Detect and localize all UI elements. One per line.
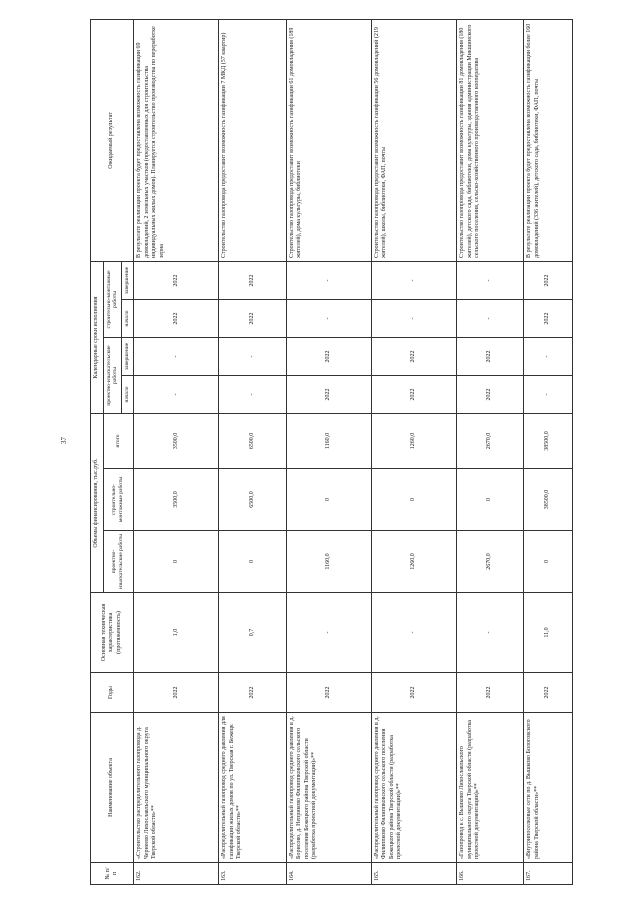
- row-num: 164.: [286, 863, 371, 885]
- row-fin-design: 2670,0: [457, 531, 524, 593]
- row-construct-start: 2022: [134, 299, 219, 337]
- row-year: 2022: [219, 673, 286, 713]
- row-result: В результате реализации проекта будет предоставлена возможность газификации 69 домовладений, 2 земельных участков (предоставленных для строительства индивидуальных жилых домов). Планируется строительство производства по переработке зерна: [134, 19, 219, 261]
- row-fin-total: 1260,0: [371, 413, 456, 468]
- header-fin-construct: строительно-монтажные работы: [103, 469, 134, 531]
- row-tech: -: [286, 593, 371, 673]
- row-tech: -: [371, 593, 456, 673]
- row-design-start: 2022: [371, 375, 456, 413]
- row-fin-total: 2670,0: [457, 413, 524, 468]
- row-year: 2022: [524, 673, 573, 713]
- row-fin-design: 1160,0: [286, 531, 371, 593]
- row-year: 2022: [286, 673, 371, 713]
- header-construct-end: завершение: [122, 261, 134, 299]
- header-finance: Объемы финансирования, тыс.руб.: [91, 413, 104, 592]
- table-row: [286, 19, 371, 884]
- row-name: «Газопровод к с. Вышково Лихославльского муниципального округа Тверской области (разработка проектной документации)»**: [457, 713, 524, 863]
- row-name: «Внутрипоселковые сети по д. Вышково Бологовского района Тверской области»**: [524, 713, 573, 863]
- row-year: 2022: [457, 673, 524, 713]
- header-cal-design: проектно-изыскательские работы: [103, 337, 122, 413]
- row-construct-end: 2022: [219, 261, 286, 299]
- row-design-end: 2022: [457, 337, 524, 375]
- header-cal-construct: строительно-монтажные работы: [103, 261, 122, 337]
- row-construct-start: -: [457, 299, 524, 337]
- header-fin-design: проектно-изыскательские работы: [103, 531, 134, 593]
- row-fin-construct: 6500,0: [219, 469, 286, 531]
- objects-table: [90, 19, 573, 885]
- row-fin-construct: 0: [457, 469, 524, 531]
- row-design-end: -: [134, 337, 219, 375]
- row-result: Строительство газопровода предоставит возможность газификации 56 домовладений (219 жителей), школы, библиотеки, ФАП, почты: [371, 19, 456, 261]
- row-name: «Распределительный газопровод среднего давления в д. Борисово, д. Неприково Филиппковского сельского поселения Бежецкого района Тверской области (разработка проектной документации)»**: [286, 713, 371, 863]
- row-name: «Распределительный газопровод среднего давления в д. Филиппково Филиппковского сельского поселения Бежецкого района Тверской области (разработка проектной документации)»**: [371, 713, 456, 863]
- row-tech: 1,0: [134, 593, 219, 673]
- row-num: 163.: [219, 863, 286, 885]
- row-fin-total: 3500,0: [134, 413, 219, 468]
- header-calendar: Календарные сроки исполнения: [91, 261, 104, 413]
- row-fin-design: 1260,0: [371, 531, 456, 593]
- row-design-end: -: [219, 337, 286, 375]
- row-fin-total: 6500,0: [219, 413, 286, 468]
- row-num: 162.: [134, 863, 219, 885]
- row-design-start: 2022: [286, 375, 371, 413]
- row-fin-design: 0: [524, 531, 573, 593]
- header-design-end: завершение: [122, 337, 134, 375]
- header-years: Годы: [91, 673, 134, 713]
- row-name: «Распределительный газопровод среднего давления для газификации жилых домов по ул. Тверская г. Бежецк Тверской области»**: [219, 713, 286, 863]
- row-fin-construct: 38500,0: [524, 469, 573, 531]
- header-design-start: начало: [122, 375, 134, 413]
- row-construct-start: -: [371, 299, 456, 337]
- header-name: Наименование объекта: [91, 713, 134, 863]
- header-fin-total: итого: [103, 413, 134, 468]
- row-tech: -: [457, 593, 524, 673]
- row-design-start: 2022: [457, 375, 524, 413]
- row-name: «Строительство распределительного газопровода д. Чернеево Лихославльского муниципального округа Тверской области»**: [134, 713, 219, 863]
- row-construct-start: 2022: [524, 299, 573, 337]
- row-construct-end: 2022: [524, 261, 573, 299]
- header-construct-start: начало: [122, 299, 134, 337]
- row-construct-end: -: [457, 261, 524, 299]
- row-tech: 0,7: [219, 593, 286, 673]
- row-fin-design: 0: [134, 531, 219, 593]
- row-num: 165.: [371, 863, 456, 885]
- row-fin-design: 0: [219, 531, 286, 593]
- row-num: 167.: [524, 863, 573, 885]
- row-design-start: -: [219, 375, 286, 413]
- row-num: 166.: [457, 863, 524, 885]
- row-design-end: 2022: [371, 337, 456, 375]
- row-result: Строительство газопровода предоставит возможность газификации 81 домовладения (180 жителей), детского сада, библиотеки, дома культуры, здания администрации Микшинского сельского поселения, сельско-хозяйственного производственного кооператива: [457, 19, 524, 261]
- table-row: [457, 19, 524, 884]
- row-design-start: -: [524, 375, 573, 413]
- header-num: № п/п: [91, 863, 134, 885]
- row-construct-end: -: [286, 261, 371, 299]
- row-construct-start: -: [286, 299, 371, 337]
- header-tech: Основная техническая характеристика (протяженность): [91, 593, 134, 673]
- row-design-end: 2022: [286, 337, 371, 375]
- row-design-end: -: [524, 337, 573, 375]
- page-number: 37: [60, 437, 68, 444]
- row-fin-total: 1160,0: [286, 413, 371, 468]
- row-result: Строительство газопровода предоставит возможность газификации 61 домовладения (189 жителей), дома культуры, библиотеки: [286, 19, 371, 261]
- row-design-start: -: [134, 375, 219, 413]
- table-row: [219, 19, 286, 884]
- row-fin-construct: 0: [371, 469, 456, 531]
- table-row: [524, 19, 573, 884]
- row-fin-construct: 0: [286, 469, 371, 531]
- table-row: [134, 19, 219, 884]
- row-fin-construct: 3500,0: [134, 469, 219, 531]
- table-row: [371, 19, 456, 884]
- row-result: Строительство газопровода предоставит возможность газификации 7 МКД (57 квартир): [219, 19, 286, 261]
- rotated-table-container: [90, 20, 573, 885]
- row-construct-end: -: [371, 261, 456, 299]
- header-result: Ожидаемый результат: [91, 19, 134, 261]
- row-year: 2022: [371, 673, 456, 713]
- row-result: В результате реализации проекта будет предоставлена возможность газификации более 160 домовладений (336 жителей), детского сада, библиотеки, ФАП, почты: [524, 19, 573, 261]
- row-construct-start: 2022: [219, 299, 286, 337]
- row-tech: 11,0: [524, 593, 573, 673]
- row-year: 2022: [134, 673, 219, 713]
- row-construct-end: 2022: [134, 261, 219, 299]
- row-fin-total: 38500,0: [524, 413, 573, 468]
